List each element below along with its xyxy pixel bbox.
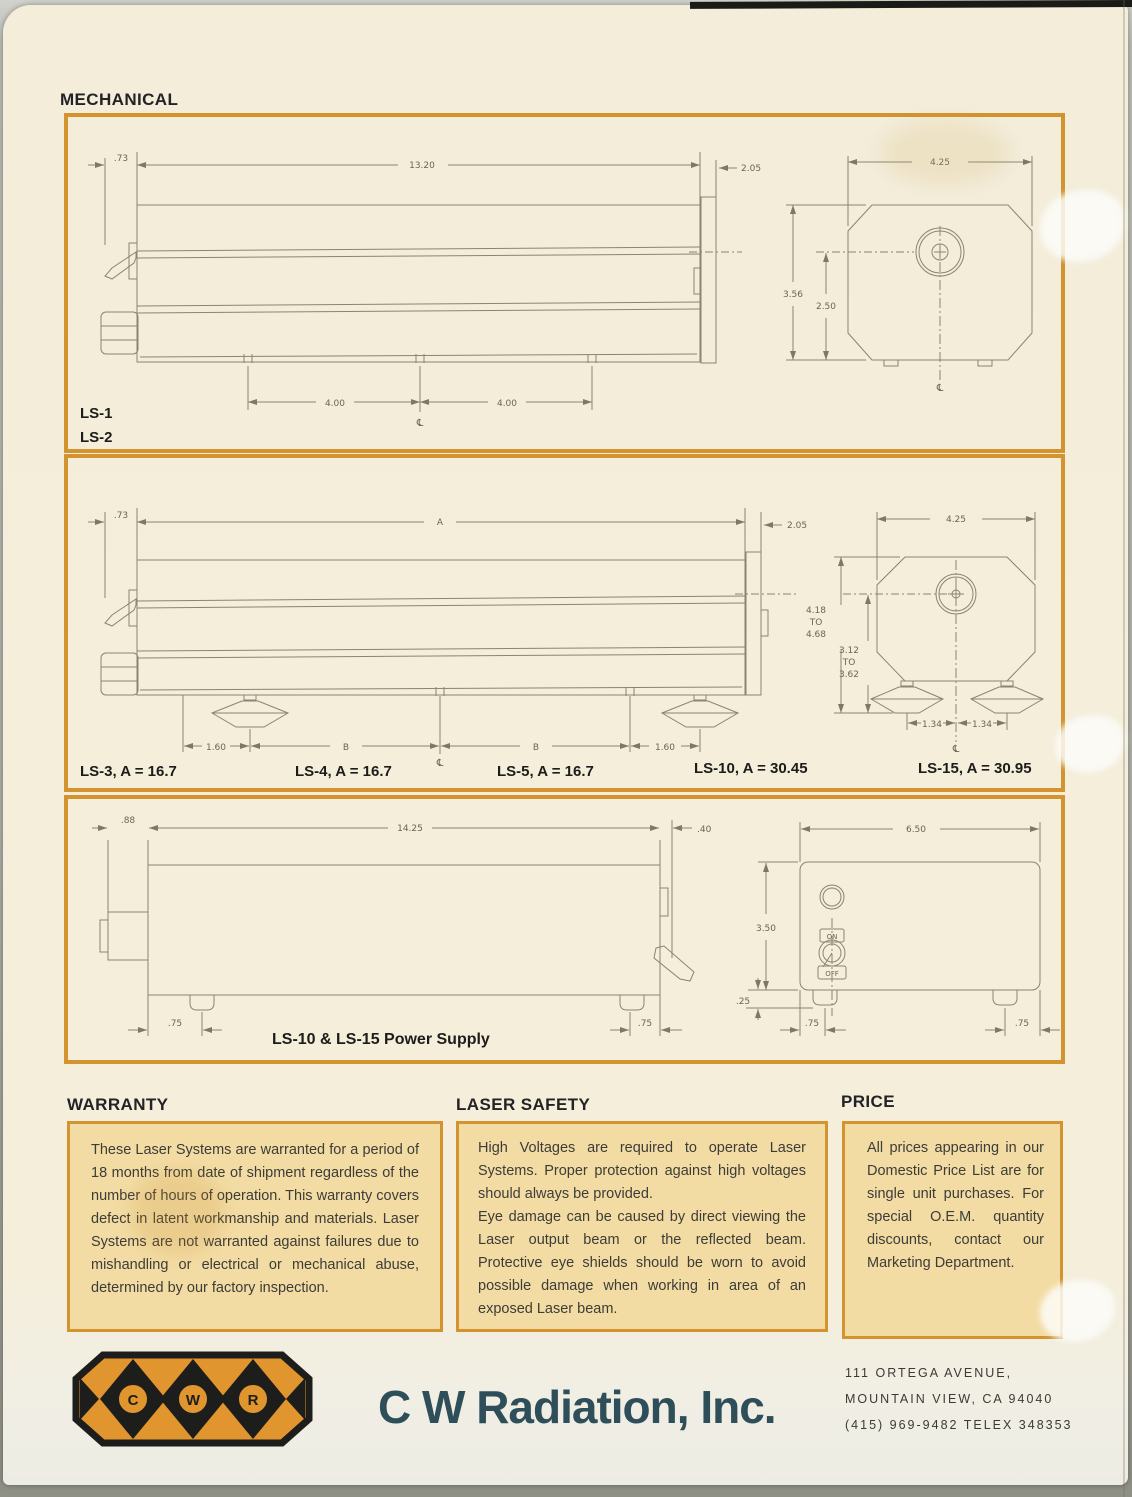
mounting-foot bbox=[662, 701, 738, 727]
switch-off-label: OFF bbox=[825, 970, 839, 978]
foot bbox=[813, 990, 837, 1005]
model-label-ls5: LS-5, A = 16.7 bbox=[497, 763, 594, 780]
dim-label: 3.62 bbox=[838, 670, 860, 680]
paper-stain bbox=[130, 1170, 225, 1255]
dim-label: A bbox=[436, 518, 444, 528]
price-text: All prices appearing in our Domestic Price List are for single unit purchases. For special O.E.M. quantity discounts, contact our Marketing Department. bbox=[867, 1140, 1044, 1271]
dim-label: 1.34 bbox=[921, 720, 943, 730]
dim-label: 4.25 bbox=[929, 158, 951, 168]
dim-label: 3.50 bbox=[755, 924, 777, 934]
dim-label: .75 bbox=[167, 1019, 183, 1029]
address-line-3: (415) 969-9482 TELEX 348353 bbox=[845, 1418, 1073, 1432]
model-label-ls2: LS-2 bbox=[80, 429, 113, 446]
foot bbox=[620, 995, 644, 1010]
logo-letter-w: W bbox=[185, 1392, 201, 1409]
dim-label: 3.12 bbox=[838, 646, 860, 656]
paper-crease bbox=[1123, 0, 1125, 1497]
dim-label: 2.50 bbox=[815, 302, 837, 312]
dim-label: TO bbox=[842, 658, 856, 668]
address-line-1: 111 ORTEGA AVENUE, bbox=[845, 1366, 1013, 1380]
dim-label: 2.05 bbox=[741, 164, 762, 174]
dim-label: 2.05 bbox=[787, 521, 808, 531]
dim-label: 3.56 bbox=[782, 290, 804, 300]
logo-letter-c: C bbox=[127, 1392, 139, 1409]
model-label-ls1: LS-1 bbox=[80, 405, 113, 422]
indicator-lamp bbox=[820, 885, 844, 909]
laser-safety-text-2: Eye damage can be caused by direct viewing the Laser output beam or the reflected beam. Protective eye shields should be worn to avoid possible damage when working in area of an exposed Laser beam. bbox=[478, 1209, 806, 1317]
switch-on-label: ON bbox=[826, 933, 838, 941]
foot bbox=[190, 995, 214, 1010]
dim-label: .73 bbox=[113, 511, 129, 521]
mounting-foot bbox=[871, 687, 943, 713]
warranty-box bbox=[67, 1121, 443, 1332]
address-line-2: MOUNTAIN VIEW, CA 94040 bbox=[845, 1392, 1054, 1406]
model-label-ls15: LS-15, A = 30.95 bbox=[918, 760, 1032, 777]
centerline-symbol: ℄ bbox=[952, 744, 960, 755]
dim-label: .75 bbox=[1014, 1019, 1030, 1029]
dim-label: .75 bbox=[637, 1019, 653, 1029]
dim-label: 14.25 bbox=[397, 824, 423, 834]
shutter-lever bbox=[105, 599, 136, 626]
dim-label: 4.25 bbox=[945, 515, 967, 525]
dim-label: .40 bbox=[697, 825, 712, 835]
price-box bbox=[842, 1121, 1063, 1339]
dim-label: 4.18 bbox=[805, 606, 827, 616]
model-label-ls4: LS-4, A = 16.7 bbox=[295, 763, 392, 780]
model-label-ls10: LS-10, A = 30.45 bbox=[694, 760, 808, 777]
dim-label: .73 bbox=[113, 154, 129, 164]
dim-label: 1.34 bbox=[971, 720, 993, 730]
cwr-logo bbox=[76, 1355, 309, 1443]
laser-safety-heading: LASER SAFETY bbox=[456, 1095, 591, 1114]
company-name: C W Radiation, Inc. bbox=[378, 1381, 776, 1433]
centerline-symbol: ℄ bbox=[936, 383, 944, 394]
dim-label: .25 bbox=[735, 997, 751, 1007]
dim-label: 4.68 bbox=[805, 630, 827, 640]
connector-block bbox=[108, 912, 148, 960]
dim-label: .88 bbox=[120, 816, 136, 826]
dim-label: 13.20 bbox=[409, 161, 435, 171]
dim-label: 1.60 bbox=[205, 743, 227, 753]
price-heading: PRICE bbox=[841, 1092, 895, 1111]
logo-letter-r: R bbox=[247, 1392, 259, 1409]
laser-safety-box bbox=[456, 1121, 828, 1332]
dim-label: 4.00 bbox=[324, 399, 346, 409]
centerline-symbol: ℄ bbox=[416, 418, 424, 429]
shutter-lever bbox=[105, 252, 136, 279]
drawing-ls3-ls15 bbox=[66, 456, 1063, 790]
mounting-foot bbox=[212, 701, 288, 727]
warranty-text: These Laser Systems are warranted for a period of 18 months from date of shipment regardless of the number of hours of operation. This warranty covers defect in latent workmanship and materials. Laser Systems are not warranted against failures due to mishandling or electrical or mechanical abuse, determined by our factory inspection. bbox=[91, 1142, 419, 1296]
dim-label: 1.60 bbox=[654, 743, 676, 753]
drawing-power-supply bbox=[66, 797, 1063, 1062]
dim-label: B bbox=[342, 743, 350, 753]
mounting-foot bbox=[971, 687, 1043, 713]
page-title: MECHANICAL bbox=[60, 90, 179, 109]
dim-label: B bbox=[532, 743, 540, 753]
foot bbox=[993, 990, 1017, 1005]
laser-safety-text-1: High Voltages are required to operate Laser Systems. Proper protection against high voltages should always be provided. bbox=[478, 1140, 806, 1202]
company-address bbox=[845, 1360, 1130, 1438]
dim-label: .75 bbox=[804, 1019, 820, 1029]
power-supply-caption: LS-10 & LS-15 Power Supply bbox=[272, 1031, 490, 1048]
shutter-lever-mount bbox=[129, 243, 137, 279]
adjust-knob bbox=[101, 653, 138, 695]
paper-stain bbox=[880, 120, 1010, 185]
warranty-heading: WARRANTY bbox=[67, 1095, 169, 1114]
dim-label: TO bbox=[809, 618, 823, 628]
model-label-ls3: LS-3, A = 16.7 bbox=[80, 763, 177, 780]
dim-label: 6.50 bbox=[905, 825, 927, 835]
centerline-symbol: ℄ bbox=[436, 758, 444, 769]
dim-label: 4.00 bbox=[496, 399, 518, 409]
adjust-knob bbox=[101, 312, 138, 354]
